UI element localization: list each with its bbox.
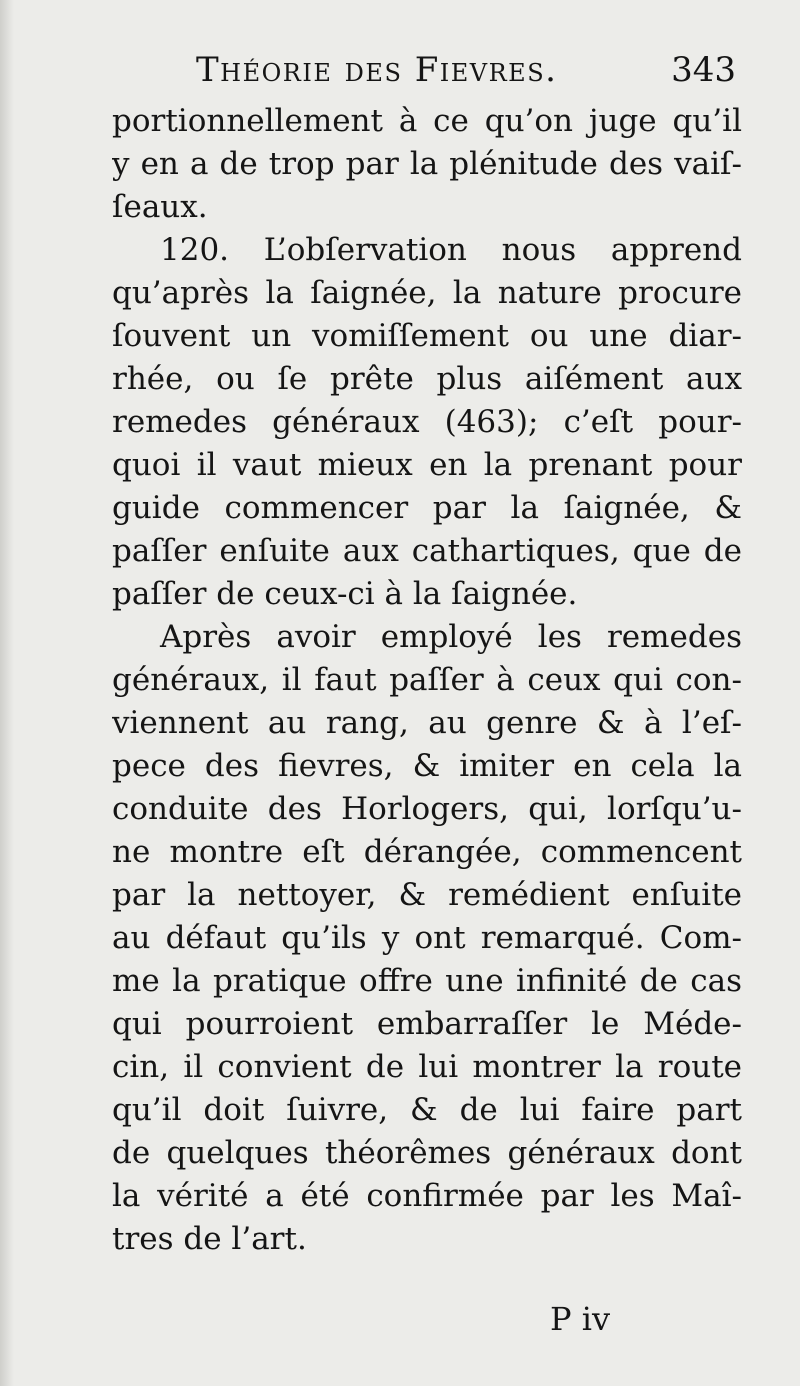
- gutter-shadow: [0, 0, 14, 1386]
- page-number: 343: [671, 50, 736, 90]
- text-line: remedes généraux (463); c’eſt pour-: [112, 404, 742, 440]
- text-line: tres de l’art.: [112, 1221, 307, 1257]
- paragraph-start: Après avoir employé les remedes: [160, 619, 742, 655]
- text-line: viennent au rang, au genre & à l’eſ-: [112, 705, 742, 741]
- text-line: de quelques théorêmes généraux dont: [112, 1135, 742, 1171]
- text-line: au défaut qu’ils y ont remarqué. Com-: [112, 920, 742, 956]
- text-line: guide commencer par la ſaignée, &: [112, 490, 742, 526]
- text-line: paſſer enſuite aux cathartiques, que de: [112, 533, 742, 569]
- page-header: [112, 50, 742, 100]
- text-line: qu’il doit ſuivre, & de lui faire part: [112, 1092, 742, 1128]
- text-line: la vérité a été confirmée par les Maî-: [112, 1178, 742, 1214]
- text-line: quoi il vaut mieux en la prenant pour: [112, 447, 742, 483]
- text-line: me la pratique offre une infinité de cas: [112, 963, 742, 999]
- running-title: Théorie des Fievres.: [196, 50, 558, 90]
- signature-mark: P iv: [550, 1300, 611, 1338]
- text-line: portionnellement à ce qu’on juge qu’il: [112, 103, 742, 139]
- text-line: ne montre eſt dérangée, commencent: [112, 834, 742, 870]
- text-line: qui pourroient embarraſſer le Méde-: [112, 1006, 742, 1042]
- text-line: rhée, ou ſe prête plus aiſément aux: [112, 361, 742, 397]
- text-line: conduite des Horlogers, qui, lorſqu’u-: [112, 791, 742, 827]
- paragraph-120-start: 120. L’obſervation nous apprend: [160, 232, 742, 268]
- text-line: pece des fievres, & imiter en cela la: [112, 748, 742, 784]
- text-line: ſouvent un vomiſſement ou une diar-: [112, 318, 742, 354]
- text-line: par la nettoyer, & remédient enſuite: [112, 877, 742, 913]
- text-line: généraux, il faut paſſer à ceux qui con-: [112, 662, 742, 698]
- text-line: cin, il convient de lui montrer la route: [112, 1049, 742, 1085]
- text-line: ſeaux.: [112, 189, 208, 225]
- text-line: qu’après la ſaignée, la nature procure: [112, 275, 742, 311]
- body-text: [112, 100, 742, 1261]
- text-line: y en a de trop par la plénitude des vaiſ-: [112, 146, 742, 182]
- text-line: paſſer de ceux-ci à la ſaignée.: [112, 576, 578, 612]
